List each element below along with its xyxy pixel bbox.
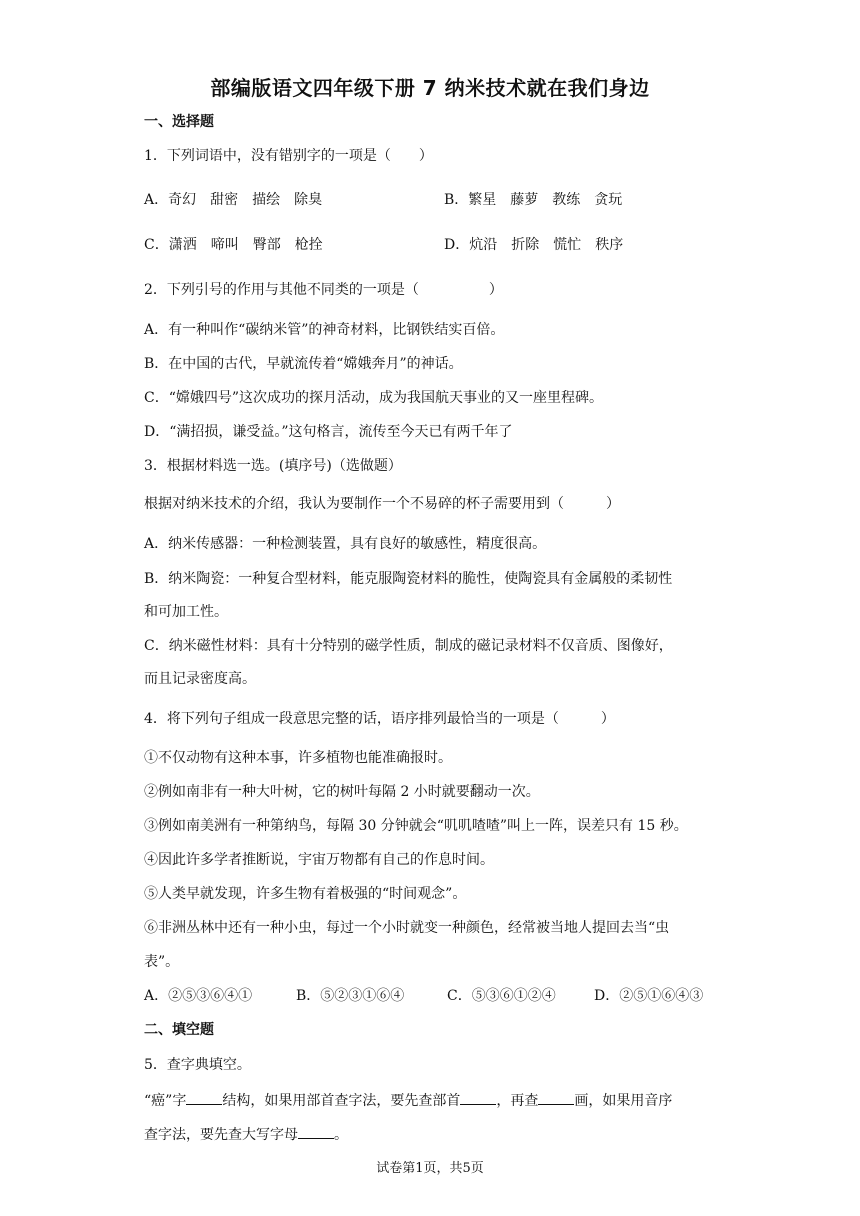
question-4-option-a: A．②⑤③⑥④① (144, 988, 253, 1004)
answer-blank-strokes[interactable] (538, 1090, 574, 1105)
question-5-text-4: 画，如果用音序 (574, 1093, 673, 1109)
question-4-sentence-6-cont: 表”。 (144, 954, 180, 970)
question-5-text-2: 结构，如果用部首查字法，要先查部首 (222, 1093, 461, 1109)
question-2-option-d: D．“满招损，谦受益。”这句格言，流传至今天已有两千年了 (144, 424, 513, 440)
answer-blank-letter[interactable] (298, 1124, 334, 1139)
question-1-option-d: D．炕沿 折除 慌忙 秩序 (444, 237, 624, 253)
question-1-option-a: A．奇幻 甜密 描绘 除臭 (144, 192, 323, 208)
answer-blank-structure[interactable] (186, 1090, 222, 1105)
question-4-sentence-3: ③例如南美洲有一种第纳鸟，每隔 30 分钟就会“叽叽喳喳”叫上一阵，误差只有 15 秒。 (144, 818, 688, 834)
page-title: 部编版语文四年级下册 7 纳米技术就在我们身边 (210, 76, 650, 100)
question-3-stem: 3．根据材料选一选。(填序号)（选做题） (144, 458, 402, 474)
question-3-intro: 根据对纳米技术的介绍，我认为要制作一个不易碎的杯子需要用到（ ） (144, 496, 620, 512)
question-5-text-1: “癌”字 (144, 1093, 187, 1109)
question-4-sentence-6: ⑥非洲丛林中还有一种小虫，每过一个小时就变一种颜色，经常被当地人提回去当“虫 (144, 920, 670, 936)
question-4-option-d: D．②⑤①⑥④③ (594, 988, 704, 1004)
question-3-option-b-cont: 和可加工性。 (144, 604, 228, 620)
question-2-option-c: C．“嫦娥四号”这次成功的探月活动，成为我国航天事业的又一座里程碑。 (144, 390, 604, 406)
question-2-option-a: A．有一种叫作“碳纳米管”的神奇材料，比钢铁结实百倍。 (144, 322, 505, 338)
question-2-option-b: B．在中国的古代，早就流传着“嫦娥奔月”的神话。 (144, 356, 463, 372)
question-3-option-a: A．纳米传感器：一种检测装置，具有良好的敏感性，精度很高。 (144, 536, 547, 552)
question-4-option-c: C．⑤③⑥①②④ (447, 988, 556, 1004)
question-3-option-c-cont: 而且记录密度高。 (144, 671, 256, 687)
answer-blank-radical[interactable] (460, 1090, 496, 1105)
question-4-sentence-4: ④因此许多学者推断说，宇宙万物都有自己的作息时间。 (144, 852, 494, 868)
section-heading-fill: 二、填空题 (144, 1022, 214, 1038)
question-1-option-b: B．繁星 藤萝 教练 贪玩 (444, 192, 623, 208)
question-5-text-6: 。 (334, 1127, 348, 1143)
section-heading-choice: 一、选择题 (144, 114, 214, 130)
question-3-option-c: C．纳米磁性材料：具有十分特别的磁学性质，制成的磁记录材料不仅音质、图像好， (144, 638, 673, 654)
question-4-sentence-5: ⑤人类早就发现，许多生物有着极强的“时间观念”。 (144, 886, 467, 902)
question-1-option-c: C．潇洒 啼叫 臀部 枪拴 (144, 237, 323, 253)
question-4-stem: 4．将下列句子组成一段意思完整的话，语序排列最恰当的一项是（ ） (144, 711, 615, 727)
question-5-line-1 (144, 1090, 724, 1111)
page-footer: 试卷第1页，共5页 (376, 1161, 484, 1176)
question-1-stem: 1．下列词语中，没有错别字的一项是（ ） (144, 148, 433, 164)
question-4-sentence-2: ②例如南非有一种大叶树，它的树叶每隔 2 小时就要翻动一次。 (144, 784, 540, 800)
question-5-text-5: 查字法，要先查大写字母 (144, 1127, 298, 1143)
question-4-option-b: B．⑤②③①⑥④ (296, 988, 405, 1004)
question-3-option-b: B．纳米陶瓷：一种复合型材料，能克服陶瓷材料的脆性，使陶瓷具有金属般的柔韧性 (144, 571, 673, 587)
question-2-stem: 2．下列引号的作用与其他不同类的一项是（ ） (144, 282, 503, 298)
question-5-stem: 5．查字典填空。 (144, 1057, 251, 1073)
question-5-line-2 (144, 1124, 724, 1145)
question-4-sentence-1: ①不仅动物有这种本事，许多植物也能准确报时。 (144, 750, 452, 766)
question-5-text-3: ，再查 (496, 1093, 539, 1109)
